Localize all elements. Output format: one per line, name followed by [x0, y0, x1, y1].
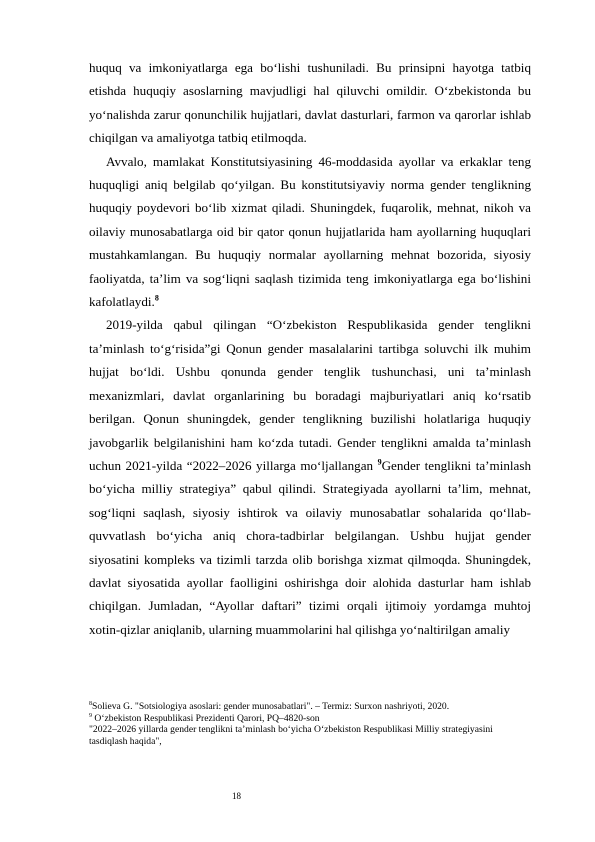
footnote-9-text-line1: O‘zbekiston Respublikasi Prezidenti Qarori, PQ–4820-son — [94, 712, 320, 724]
paragraph-2-text: Avvalo, mamlakat Konstitutsiyasining 46-moddasida ayollar va erkaklar teng huquqligi aniq belgilab qo‘yilgan. Bu konstitutsiyaviy norma gender tenglikning huquqiy poydevori bo‘lib xizmat qiladi. Shuningdek, fuqarolik, mehnat, nikoh va oilaviy munosabatlarga oid bir qator qonun hujjatlarida ham ayollarning huquqlari mustahkamlangan. Bu huquqiy normalar ayollarning mehnat bozorida, siyosiy faoliyatda, ta’lim va sog‘liqni saqlash tizimida teng imkoniyatlarga ega bo‘lishini kafolatlaydi. — [89, 153, 531, 310]
footnote-ref-9[interactable]: 9 — [377, 457, 382, 467]
footnote-9-continued — [89, 724, 531, 747]
paragraph-1 — [89, 56, 531, 150]
paragraph-2 — [89, 150, 531, 314]
footnote-8-text: Solieva G. "Sotsiologiya asoslari: gender munosabatlari". – Termiz: Surxon nashriyoti, 2020. — [92, 701, 450, 712]
paragraph-1-text: huquq va imkoniyatlarga ega bo‘lishi tushuniladi. Bu prinsipni hayotga tatbiq etishda huquqiy asoslarning mavjudligi hal qiluvchi omildir. O‘zbekistonda bu yo‘nalishda zarur qonunchilik hujjatlari, davlat dasturlari, farmon va qarorlar ishlab chiqilgan va amaliyotga tatbiq etilmoqda. — [89, 60, 531, 146]
paragraph-3 — [89, 313, 531, 641]
page-body — [89, 56, 531, 641]
footnote-9-number: 9 — [89, 712, 92, 719]
footnote-ref-8[interactable]: 8 — [154, 293, 159, 303]
paragraph-3-text-b: Gender tenglikni ta’minlash bo‘yicha milliy strategiya” qabul qilindi. Strategiyada ayollarni ta’lim, mehnat, sog‘liqni saqlash, siyosiy ishtirok va oilaviy munosabatlar sohalarida qo‘llab-quvvatlash bo‘yicha aniq chora-tadbirlar belgilangan. Ushbu hujjat gender siyosatini kompleks va tizimli tarzda olib borishga xizmat qilmoqda. Shuningdek, davlat siyosatida ayollar faolligini oshirishga doir alohida dasturlar ham ishlab chiqilgan. Jumladan, “Ayollar daftari” tizimi orqali ijtimoiy yordamga muhtoj xotin-qizlar aniqlanib, ularning muammolarini hal qilishga yo‘naltirilgan amaliy — [89, 457, 531, 637]
page-number: 18 — [232, 791, 241, 801]
footnote-9-text-line2: "2022–2026 yillarda gender tenglikni ta’minlash bo‘yicha O‘zbekiston Respublikasi Milliy strategiyasini tasdiqlash haqida", — [89, 724, 493, 747]
footnote-8 — [89, 701, 531, 713]
footnotes — [89, 701, 531, 747]
footnote-9 — [89, 713, 531, 725]
footnote-8-number: 8 — [89, 700, 92, 707]
paragraph-3-text-a: 2019-yilda qabul qilingan “O‘zbekiston Respublikasida gender tenglikni ta’minlash to‘g‘risida”gi Qonun gender masalalarini tartibga soluvchi ilk muhim hujjat bo‘ldi. Ushbu qonunda gender tenglik tushunchasi, uni ta’minlash mexanizmlari, davlat organlarining bu boradagi majburiyatlari aniq ko‘rsatib berilgan. Qonun shuningdek, gender tenglikning buzilishi holatlariga huquqiy javobgarlik belgilanishini ham ko‘zda tutadi. Gender tenglikni amalda ta’minlash uchun 2021-yilda “2022–2026 yillarga mo‘ljallangan — [89, 317, 531, 473]
